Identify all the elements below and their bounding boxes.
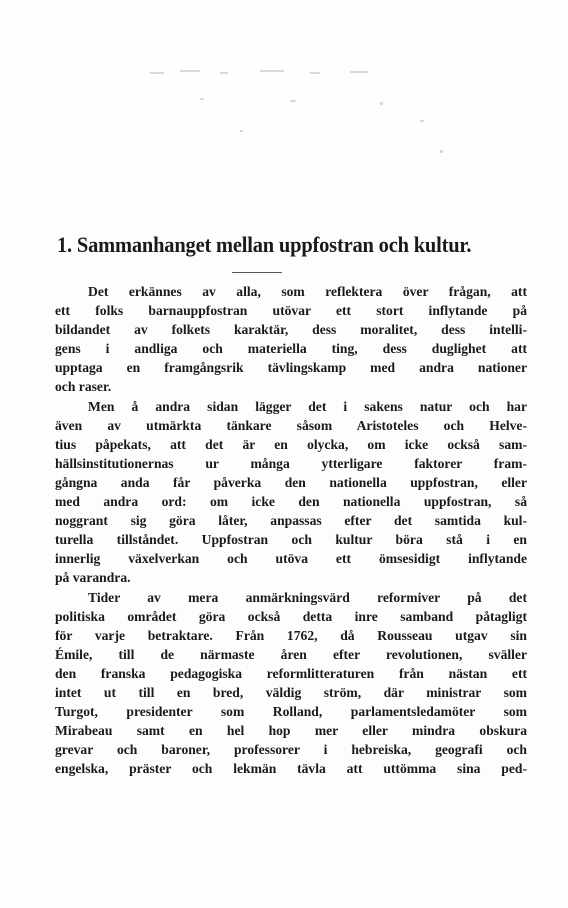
heading-rule xyxy=(232,272,282,273)
text-line: Turgot, presidenter som Rolland, parlamentsledamöter som xyxy=(55,704,527,720)
text-line: gens i andliga och materiella ting, dess duglighet att xyxy=(55,341,527,357)
text-line: innerlig växelverkan och utöva ett ömsesidigt inflytande xyxy=(55,551,527,567)
show-through-smudge xyxy=(140,60,470,180)
text-line: grevar och baroner, professorer i hebreiska, geografi och xyxy=(55,742,527,758)
text-line: gångna anda får påverka den nationella uppfostran, eller xyxy=(55,474,527,490)
text-line: med andra ord: om icke den nationella uppfostran, så xyxy=(55,494,527,510)
text-line: den franska pedagogiska reformlitteraturen från nästan ett xyxy=(55,665,527,681)
text-line: engelska, präster och lekmän tävla att uttömma sina ped- xyxy=(55,761,527,777)
text-line: upptaga en framgångsrik tävlingskamp med andra nationer xyxy=(55,360,527,376)
body-text xyxy=(55,282,527,778)
text-line: tius påpekats, att det är en olycka, om icke också sam- xyxy=(55,436,527,452)
text-line: ett folks barnauppfostran utövar ett stort inflytande på xyxy=(55,303,527,319)
text-line: turella tillståndet. Uppfostran och kultur böra stå i en xyxy=(55,532,527,548)
text-line: och raser. xyxy=(55,379,112,395)
text-line: bildandet av folkets karaktär, dess moralitet, dess intelli- xyxy=(55,322,527,338)
text-line: på varandra. xyxy=(55,570,131,586)
text-line: noggrant sig göra låter, anpassas efter det samtida kul- xyxy=(55,513,527,529)
text-line: för varje betraktare. Från 1762, då Rousseau utgav sin xyxy=(55,627,527,643)
text-line: även av utmärkta tänkare såsom Aristoteles och Helve- xyxy=(55,417,527,433)
text-line: intet ut till en bred, väldig ström, där ministrar som xyxy=(55,684,527,700)
section-heading: 1. Sammanhanget mellan uppfostran och kultur. xyxy=(57,232,472,257)
text-line: Tider av mera anmärkningsvärd reformiver på det xyxy=(88,589,527,605)
text-line: hällsinstitutionernas ur många ytterligare faktorer fram- xyxy=(55,455,527,471)
text-line: Émile, till de närmaste åren efter revolutionen, sväller xyxy=(55,646,527,662)
text-line: politiska området göra också detta inre samband påtagligt xyxy=(55,608,527,624)
text-line: Mirabeau samt en hel hop mer eller mindra obskura xyxy=(55,723,527,739)
text-line: Men å andra sidan lägger det i sakens natur och har xyxy=(88,398,527,414)
text-line: Det erkännes av alla, som reflektera över frågan, att xyxy=(88,284,527,299)
